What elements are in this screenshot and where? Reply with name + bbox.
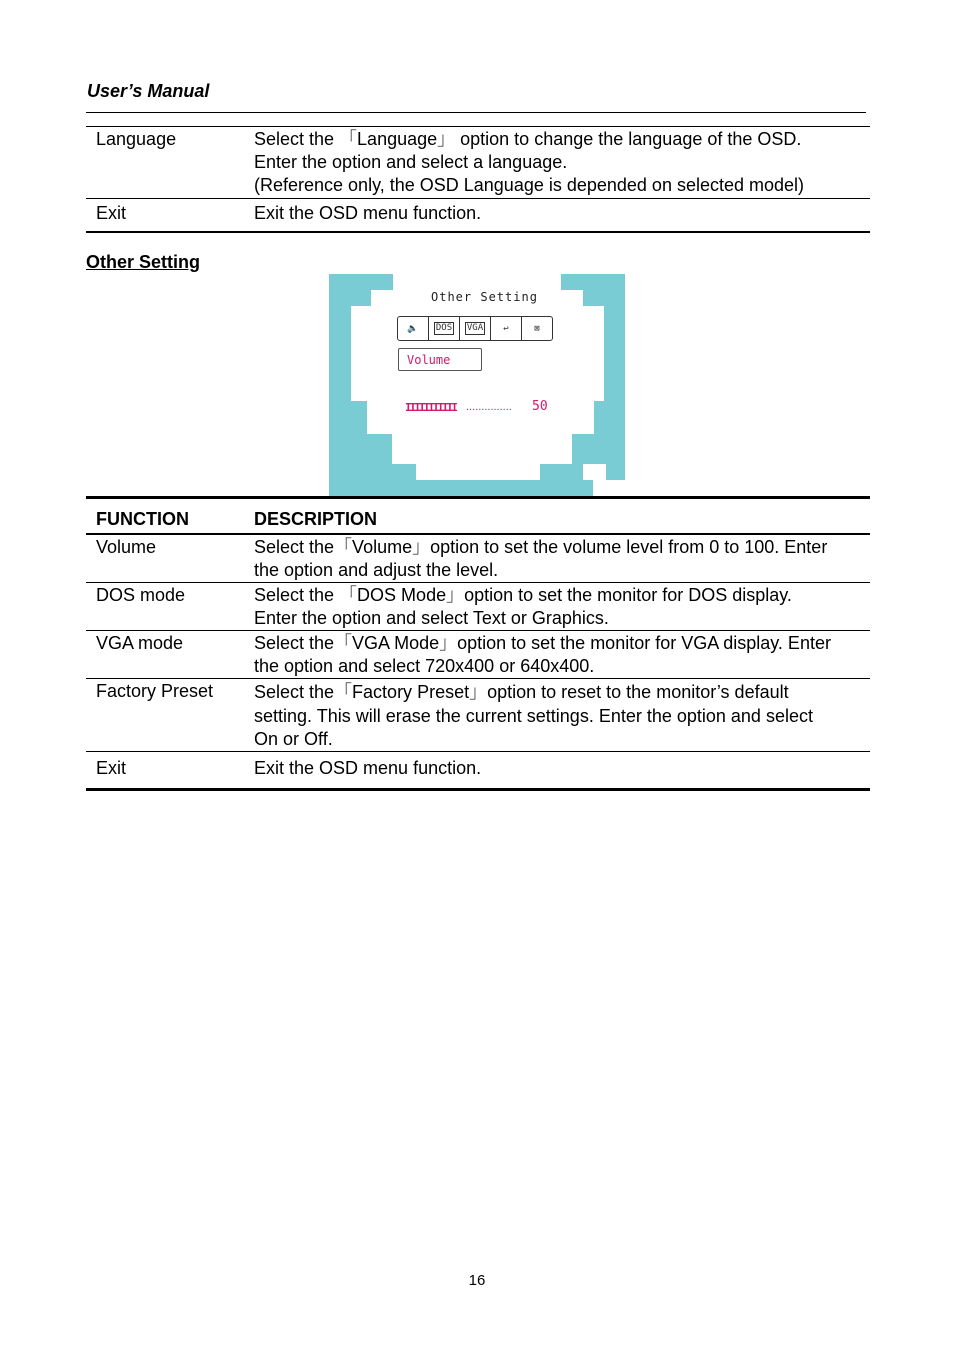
table-row: [86, 678, 870, 751]
description-cell: [254, 127, 870, 199]
description-cell: [254, 678, 870, 751]
description-line: Select the「Volume」option to set the volume level from 0 to 100. Enter: [254, 536, 828, 557]
speaker-icon: 🔈: [398, 317, 429, 340]
function-cell: Language: [96, 129, 177, 149]
osd-icon-bar: [397, 316, 553, 341]
table-row: [86, 751, 870, 789]
description-line: Enter the option and select Text or Graphics.: [254, 607, 609, 628]
function-header: FUNCTION: [86, 498, 254, 534]
table-row: [86, 199, 870, 233]
dos-icon-label: DOS: [435, 323, 453, 333]
description-header: DESCRIPTION: [254, 498, 870, 534]
function-cell: VGA mode: [86, 630, 254, 678]
description-cell: [254, 582, 870, 630]
description-line: the option and select 720x400 or 640x400.: [254, 655, 595, 676]
osd-frame: [329, 274, 625, 496]
dos-icon: [429, 317, 460, 340]
function-cell: DOS mode: [86, 582, 254, 630]
description-line: setting. This will erase the current settings. Enter the option and select: [254, 705, 813, 726]
other-setting-table: [86, 496, 870, 791]
header-divider: [86, 112, 866, 113]
table-row: [86, 630, 870, 678]
table-row: [86, 582, 870, 630]
page-number: 16: [468, 1272, 486, 1289]
section-title: Other Setting: [86, 252, 201, 272]
description-line: Select the 「DOS Mode」option to set the monitor for DOS display.: [254, 584, 792, 605]
description-line: On or Off.: [254, 728, 333, 749]
description-cell: Exit the OSD menu function.: [254, 199, 870, 233]
description-line: Select the「Factory Preset」option to reset to the monitor’s default: [254, 681, 789, 702]
description-line: Enter the option and select a language.: [254, 152, 568, 172]
description-line: Select the「VGA Mode」option to set the monitor for VGA display. Enter: [254, 632, 831, 653]
manual-title: User’s Manual: [87, 81, 210, 101]
osd-title: Other Setting: [431, 290, 538, 304]
return-icon: ↩: [491, 317, 522, 340]
osd-selected-item: Volume: [398, 348, 482, 371]
description-cell: [254, 534, 870, 583]
table-row: [86, 534, 870, 583]
factory-preset-icon: ⊠: [534, 323, 540, 334]
description-line: the option and adjust the level.: [254, 559, 499, 580]
description-cell: [254, 630, 870, 678]
volume-value: 50: [532, 399, 548, 414]
vga-icon: [460, 317, 491, 340]
volume-bar-fill: IIIIIIIIIII: [405, 401, 456, 414]
description-line: (Reference only, the OSD Language is depended on selected model): [254, 175, 805, 195]
osd-screenshot: [329, 274, 625, 496]
description-line: Select the 「Language」 option to change the language of the OSD.: [254, 129, 802, 149]
vga-icon-label: VGA: [466, 323, 484, 333]
language-exit-table: [86, 126, 870, 233]
description-cell: Exit the OSD menu function.: [254, 751, 870, 789]
function-cell: Factory Preset: [86, 678, 254, 751]
table-header-row: [86, 498, 870, 534]
function-cell: Exit: [86, 199, 254, 233]
volume-bar-track: ...............: [466, 401, 512, 413]
function-cell: Exit: [86, 751, 254, 789]
table-row: [86, 127, 870, 199]
function-cell: Volume: [86, 534, 254, 583]
